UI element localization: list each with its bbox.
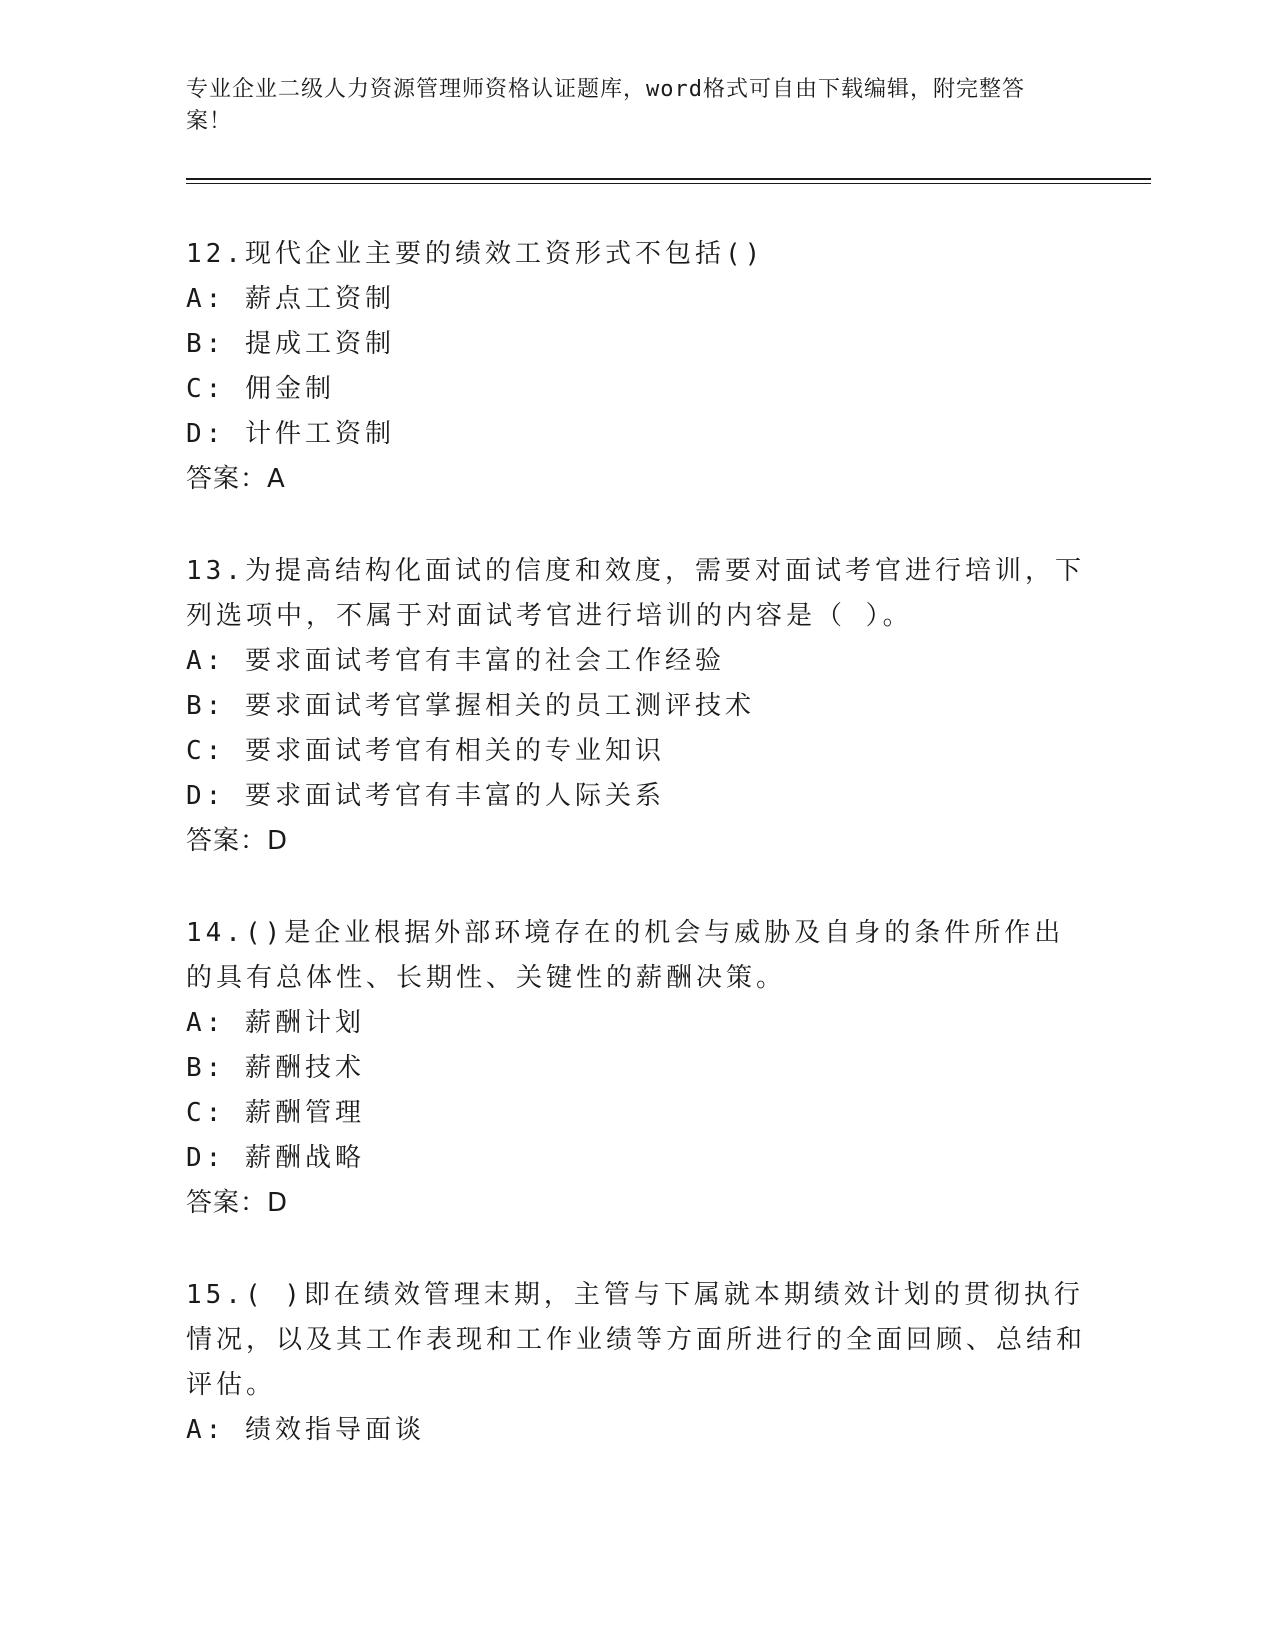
option-b: B: 提成工资制 bbox=[186, 329, 395, 359]
option-d: D: 薪酬战略 bbox=[186, 1143, 365, 1173]
option-a: A: 薪酬计划 bbox=[186, 1008, 365, 1038]
question-list bbox=[186, 232, 1086, 1500]
header-divider bbox=[186, 178, 1151, 180]
option-a: A: 要求面试考官有丰富的社会工作经验 bbox=[186, 646, 725, 676]
answer-line: 答案：D bbox=[186, 1188, 289, 1218]
option-c: C: 要求面试考官有相关的专业知识 bbox=[186, 736, 665, 766]
question-12 bbox=[186, 232, 1086, 502]
page-header: 专业企业二级人力资源管理师资格认证题库，word格式可自由下载编辑，附完整答案！ bbox=[186, 77, 1025, 134]
answer-line: 答案：D bbox=[186, 826, 289, 856]
header-divider-thin bbox=[186, 183, 1151, 184]
option-d: D: 计件工资制 bbox=[186, 419, 395, 449]
option-b: B: 要求面试考官掌握相关的员工测评技术 bbox=[186, 691, 755, 721]
answer-line: 答案：A bbox=[186, 464, 286, 494]
question-stem: 12.现代企业主要的绩效工资形式不包括() bbox=[186, 239, 765, 269]
question-15 bbox=[186, 1273, 1086, 1453]
question-stem: 13.为提高结构化面试的信度和效度，需要对面试考官进行培训，下列选项中，不属于对面试考官进行培训的内容是（ ）。 bbox=[186, 556, 1085, 631]
option-a: A: 薪点工资制 bbox=[186, 284, 395, 314]
option-c: C: 薪酬管理 bbox=[186, 1098, 365, 1128]
option-c: C: 佣金制 bbox=[186, 374, 335, 404]
question-stem: 15.( )即在绩效管理末期，主管与下属就本期绩效计划的贯彻执行情况，以及其工作表现和工作业绩等方面所进行的全面回顾、总结和评估。 bbox=[186, 1280, 1087, 1400]
question-14 bbox=[186, 911, 1086, 1226]
option-d: D: 要求面试考官有丰富的人际关系 bbox=[186, 781, 665, 811]
option-a: A: 绩效指导面谈 bbox=[186, 1415, 425, 1445]
question-13 bbox=[186, 549, 1086, 864]
question-stem: 14.()是企业根据外部环境存在的机会与威胁及自身的条件所作出的具有总体性、长期性、关键性的薪酬决策。 bbox=[186, 918, 1065, 993]
option-b: B: 薪酬技术 bbox=[186, 1053, 365, 1083]
